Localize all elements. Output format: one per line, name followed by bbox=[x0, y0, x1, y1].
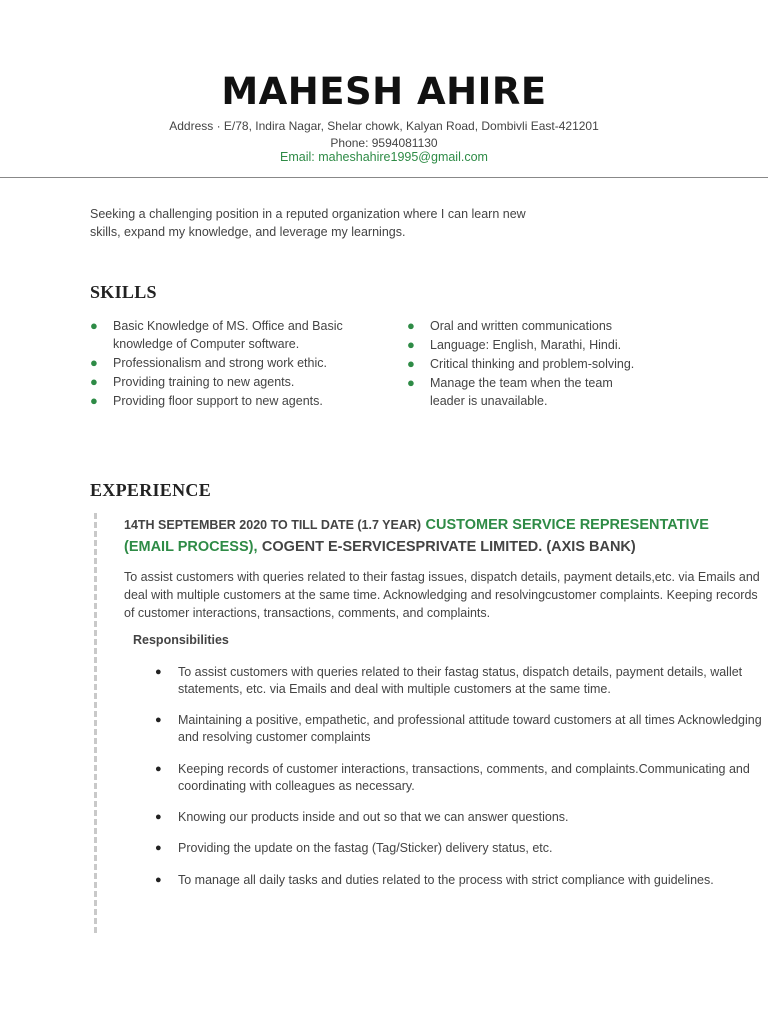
bullet-icon: ● bbox=[155, 763, 162, 775]
skill-item: ● Oral and written communications bbox=[407, 318, 613, 333]
address-line: Address · E/78, Indira Nagar, Shelar chowk, Kalyan Road, Dombivli East-421201 Phone: 9594081130 bbox=[169, 119, 599, 150]
bullet-icon: ● bbox=[155, 842, 162, 854]
job-role: CUSTOMER SERVICE REPRESENTATIVE (EMAIL PROCESS), bbox=[124, 517, 709, 555]
email-line: Email: maheshahire1995@gmail.com bbox=[280, 150, 488, 164]
skill-item: ● Language: English, Marathi, Hindi. bbox=[407, 337, 622, 352]
bullet-icon: ● bbox=[407, 318, 415, 333]
bullet-icon: ● bbox=[155, 714, 162, 726]
objective-text: Seeking a challenging position in a reputed organization where I can learn new skills, expand my knowledge, and leverage my learnings. bbox=[90, 207, 526, 239]
timeline-line bbox=[94, 513, 97, 933]
bullet-icon: ● bbox=[90, 393, 98, 408]
skill-item: ● Basic Knowledge of MS. Office and Basic knowledge of Computer software. bbox=[90, 318, 343, 351]
skills-list-left bbox=[90, 317, 360, 411]
responsibilities-heading: Responsibilities bbox=[133, 633, 229, 647]
bullet-icon: ● bbox=[90, 355, 98, 370]
skills-list-right bbox=[407, 317, 647, 411]
skill-item: ● Providing floor support to new agents. bbox=[90, 393, 323, 408]
job-description: To assist customers with queries related to their fastag issues, dispatch details, payment details,etc. via Emails and deal with multiple customers at the same time. Acknowledging and resolvingcustomer complaints. Keeping records of customer interactions, transactions, comments, and complaints. bbox=[124, 570, 760, 620]
bullet-icon: ● bbox=[90, 374, 98, 389]
skill-item: ● Manage the team when the team leader is unavailable. bbox=[407, 375, 613, 408]
responsibility-item: ● Knowing our products inside and out so that we can answer questions. bbox=[155, 810, 569, 824]
responsibility-item: ● Providing the update on the fastag (Tag/Sticker) delivery status, etc. bbox=[155, 841, 553, 855]
bullet-icon: ● bbox=[155, 666, 162, 678]
skill-item: ● Critical thinking and problem-solving. bbox=[407, 356, 635, 371]
bullet-icon: ● bbox=[407, 356, 415, 371]
responsibility-item: ● To manage all daily tasks and duties related to the process with strict compliance with guidelines. bbox=[155, 873, 714, 887]
job-date: 14TH SEPTEMBER 2020 TO TILL DATE (1.7 YEAR) bbox=[124, 518, 422, 532]
skill-item: ● Professionalism and strong work ethic. bbox=[90, 355, 327, 370]
bullet-icon: ● bbox=[407, 337, 415, 352]
job-header bbox=[124, 514, 744, 558]
responsibility-item: ● Maintaining a positive, empathetic, and professional attitude toward customers at all times Acknowledging and resolving customer complaints bbox=[155, 713, 762, 744]
responsibility-item: ● To assist customers with queries related to their fastag status, dispatch details, payment details, wallet statements, etc. via Emails and deal with multiple customers at the same time. bbox=[155, 665, 743, 696]
responsibility-item: ● Keeping records of customer interactions, transactions, comments, and complaints.Communicating and coordinating with colleagues as necessary. bbox=[155, 762, 750, 793]
bullet-icon: ● bbox=[155, 811, 162, 823]
bullet-icon: ● bbox=[407, 375, 415, 390]
candidate-name: MAHESH AHIRE bbox=[221, 70, 547, 113]
job-company: COGENT E-SERVICESPRIVATE LIMITED. (AXIS BANK) bbox=[261, 539, 636, 555]
skill-item: ● Providing training to new agents. bbox=[90, 374, 295, 389]
header-divider bbox=[0, 177, 768, 178]
bullet-icon: ● bbox=[155, 874, 162, 886]
bullet-icon: ● bbox=[90, 318, 98, 333]
skills-heading: SKILLS bbox=[90, 282, 157, 302]
experience-heading: EXPERIENCE bbox=[90, 480, 212, 500]
